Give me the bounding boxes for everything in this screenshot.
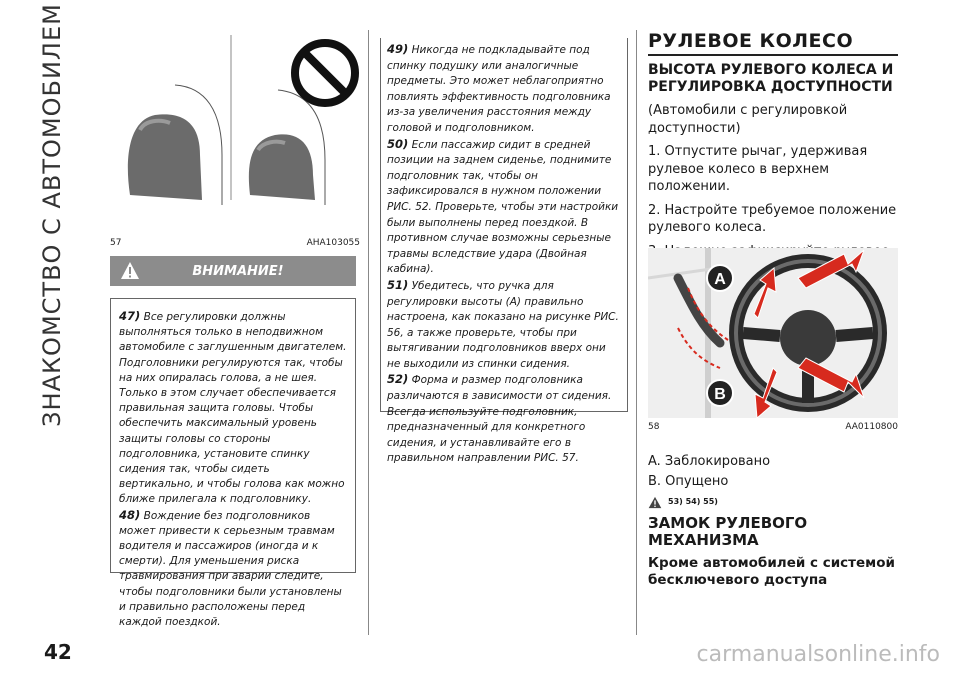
svg-text:B: B bbox=[714, 386, 726, 403]
section-sidebar-title: ЗНАКОМСТВО С АВТОМОБИЛЕМ bbox=[38, 3, 66, 427]
headrest-figure bbox=[110, 35, 360, 235]
figure-number: 58 bbox=[648, 422, 660, 432]
column-divider bbox=[368, 30, 369, 635]
legend-item: A. Заблокировано bbox=[648, 454, 771, 469]
figure-code: AA0110800 bbox=[845, 422, 898, 432]
figure-legend bbox=[648, 452, 898, 512]
warning-banner bbox=[110, 256, 356, 286]
legend-item: B. Опущено bbox=[648, 474, 729, 489]
label-b bbox=[707, 380, 733, 406]
figure-code: AHA103055 bbox=[306, 238, 360, 248]
paragraph: (Автомобили с регулировкой доступности) bbox=[648, 103, 848, 136]
warning-item: 52) Форма и размер подголовника различаются в зависимости от сидения. Всегда используйте подголовник, предназначенный для конкретного сидения, и устанавливайте его в правильном направлении РИС. 57. bbox=[387, 372, 612, 465]
figure-number: 57 bbox=[110, 238, 122, 248]
figure-caption bbox=[110, 238, 360, 248]
warning-icon bbox=[120, 261, 140, 281]
warning-references: 53) 54) 55) bbox=[648, 492, 898, 512]
warning-box bbox=[110, 298, 356, 629]
label-a bbox=[707, 265, 733, 291]
prohibited-icon bbox=[295, 43, 355, 103]
subsection-heading: Кроме автомобилей с системой бесключевого доступа bbox=[648, 555, 895, 588]
headrest-reversed-illustration bbox=[249, 90, 325, 205]
steering-lock-section bbox=[648, 515, 898, 589]
figure-caption bbox=[648, 422, 898, 432]
paragraph: 1. Отпустите рычаг, удерживая рулевое колесо в верхнем положении. bbox=[648, 144, 868, 194]
warning-item: 51) Убедитесь, что ручка для регулировки высоты (A) правильно настроена, как показано на рисунке РИС. 56, а также проверьте, чтобы при вытягивании подголовников вверх они не выходили из спинки сидения. bbox=[387, 277, 619, 370]
paragraph: 2. Настройте требуемое положение рулевого колеса. bbox=[648, 202, 897, 235]
warning-item: 48) Вождение без подголовников может привести к серьезным травмам водителя и пассажиров (иногда и к смерти). Для уменьшения риска травмирования при аварии следите, чтобы подголовники были установлены и правильно расположены перед каждой поездкой. bbox=[119, 507, 342, 629]
column-divider bbox=[636, 30, 637, 635]
warning-box-continued bbox=[380, 38, 628, 465]
warning-item: 47) Все регулировки должны выполняться только в неподвижном автомобиле с заглушенным двигателем. Подголовники регулируются так, чтобы на них опиралась голова, а не шея. Только в этом случает обеспечивается правильная защита головы. Чтобы обеспечить максимальный уровень защиты головы со стороны подголовника, установите спинку сидения так, чтобы сидеть вертикально, и чтобы голова как можно ближе прилегала к подголовнику. bbox=[119, 309, 347, 506]
subsection-heading: ВЫСОТА РУЛЕВОГО КОЛЕСА И РЕГУЛИРОВКА ДОСТУПНОСТИ bbox=[648, 62, 894, 95]
warning-item: 49) Никогда не подкладывайте под спинку подушку или аналогичные предметы. Это может неблагоприятно повлиять эффективность подголовника из-за увеличения расстояния между головой и подголовником. bbox=[387, 42, 611, 134]
steering-wheel-figure bbox=[648, 248, 898, 418]
warning-title: ВНИМАНИЕ! bbox=[192, 263, 284, 279]
headrest-correct-illustration bbox=[110, 35, 230, 235]
warning-item: 50) Если пассажир сидит в средней позиции на заднем сиденье, поднимите подголовник так, чтобы он зафиксировался в нужном положении РИС. 52. Проверьте, чтобы эти настройки были выполнены перед поездкой. В противном случае возможны серьезные травмы вследствие удара (Двойная кабина). bbox=[387, 136, 619, 276]
section-heading: РУЛЕВОЕ КОЛЕСО bbox=[648, 30, 898, 56]
warning-icon bbox=[648, 496, 662, 509]
section-heading: ЗАМОК РУЛЕВОГО МЕХАНИЗМА bbox=[648, 514, 808, 549]
watermark: carmanualsonline.info bbox=[696, 642, 940, 667]
svg-text:A: A bbox=[714, 271, 726, 288]
page-number: 42 bbox=[44, 640, 72, 664]
